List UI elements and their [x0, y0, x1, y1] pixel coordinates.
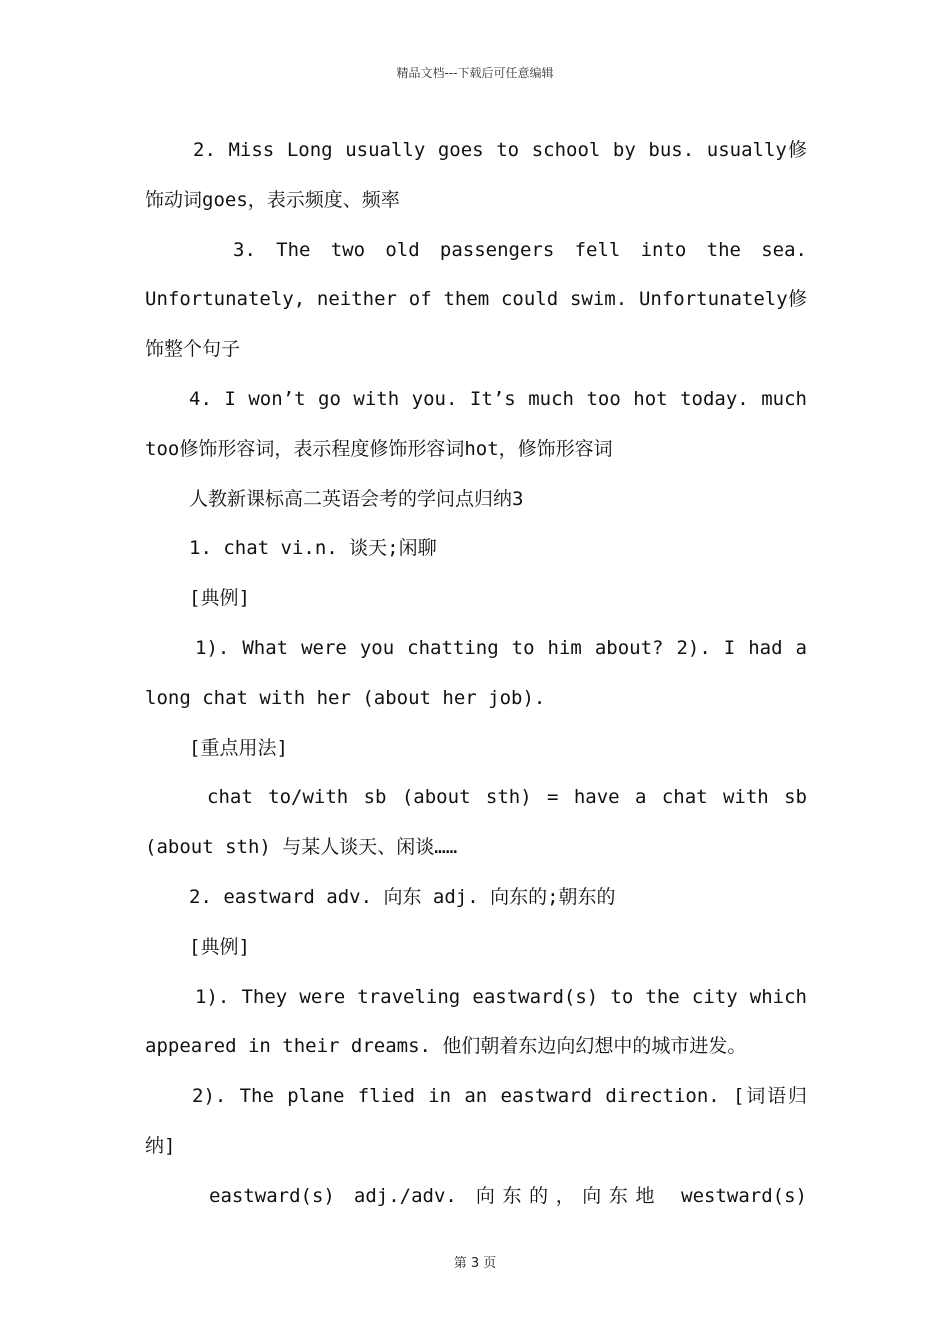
text-line: [典例]: [189, 587, 250, 610]
text-line: 1). What were you chatting to him about? 2). I had a: [195, 636, 807, 659]
text-line: 4. I won’t go with you. It’s much too hot today. much: [189, 387, 807, 410]
document-body: [145, 126, 807, 1222]
text-line: [典例]: [189, 935, 250, 958]
text-line: 2. eastward adv. 向东 adj. 向东的;朝东的: [189, 885, 616, 908]
text-line: 饰整个句子: [145, 338, 241, 361]
text-line: 2. Miss Long usually goes to school by bus. usually修: [193, 139, 807, 161]
section-heading: 人教新课标高二英语会考的学问点归纳3: [189, 487, 524, 510]
text-line: 1. chat vi.n. 谈天;闲聊: [189, 537, 437, 560]
text-line: eastward(s) adj./adv. 向东的，向东地 westward(s): [209, 1184, 807, 1207]
text-line: appeared in their dreams. 他们朝着东边向幻想中的城市进发。: [145, 1035, 747, 1058]
text-line: [重点用法]: [189, 736, 288, 759]
text-line: Unfortunately, neither of them could swim. Unfortunately修: [145, 288, 807, 311]
text-line: chat to/with sb (about sth) = have a chat with sb: [207, 786, 807, 809]
text-line: (about sth) 与某人谈天、闲谈……: [145, 836, 458, 859]
text-line: 3. The two old passengers fell into the sea.: [233, 238, 807, 261]
text-line: long chat with her (about her job).: [145, 686, 546, 709]
page-header: 精品文档---下载后可任意编辑: [396, 66, 554, 80]
text-line: 纳]: [145, 1134, 176, 1157]
text-line: 2). The plane flied in an eastward direction. [词语归: [192, 1085, 807, 1108]
page-number: 第 3 页: [453, 1256, 497, 1271]
text-line: 饰动词goes，表示频度、频率: [145, 188, 400, 211]
text-line: too修饰形容词，表示程度修饰形容词hot，修饰形容词: [145, 437, 613, 460]
text-line: 1). They were traveling eastward(s) to the city which: [195, 985, 807, 1008]
